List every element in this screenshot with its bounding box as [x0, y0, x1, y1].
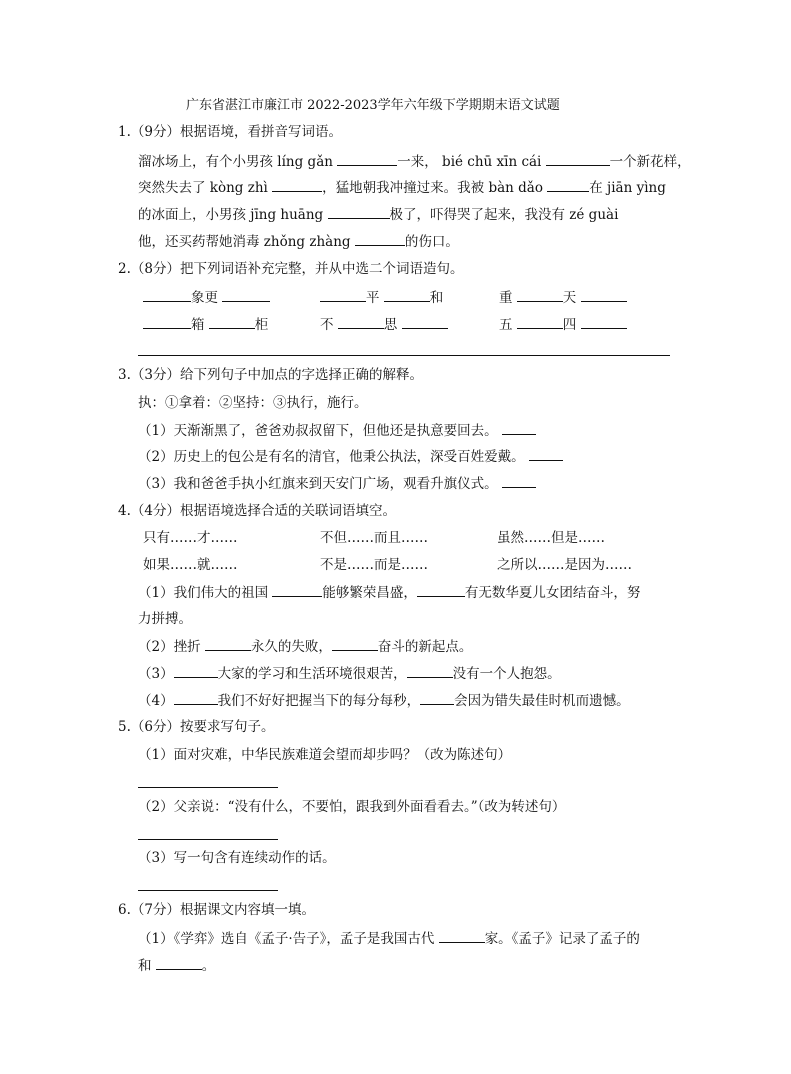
answer-blank[interactable] — [222, 287, 270, 302]
q4-text: 我们不好好把握当下的每分每秒， — [217, 693, 421, 709]
q4-text: （4） — [138, 693, 174, 709]
answer-blank[interactable] — [407, 663, 453, 678]
q1-text: ，猛地朝我冲撞过来。我被 bàn dǎo — [322, 180, 543, 196]
q3-sentence-3 — [138, 473, 536, 494]
answer-blank[interactable] — [502, 473, 536, 488]
q5-sentence-1: （1）面对灾难，中华民族难道会望而却步吗？（改为陈述句） — [138, 747, 512, 763]
q2-item-5 — [320, 314, 448, 335]
answer-blank[interactable] — [209, 314, 255, 329]
q6-heading: 6.（7分）根据课文内容填一填。 — [118, 902, 315, 918]
answer-blank[interactable] — [143, 314, 191, 329]
q6-sentence-1-cont — [138, 955, 215, 976]
q1-line-4 — [138, 231, 459, 252]
answer-blank[interactable] — [581, 314, 627, 329]
answer-blank[interactable] — [174, 690, 218, 705]
q4-text: 会因为错失最佳时机而遗憾。 — [454, 693, 630, 709]
q4-option: 如果……就…… — [143, 557, 238, 573]
answer-blank[interactable] — [355, 231, 405, 246]
q4-option: 只有……才…… — [143, 530, 238, 546]
answer-blank[interactable] — [502, 420, 536, 435]
q2-item-2 — [320, 287, 443, 308]
q2-item-6 — [499, 314, 627, 335]
exam-title: 广东省湛江市廉江市 2022-2023学年六年级下学期期末语文试题 — [186, 98, 560, 113]
q1-pinyin: bié chū xīn cái — [442, 154, 542, 170]
q1-text: 溜冰场上，有个小男孩 líng gǎn — [138, 154, 333, 170]
q4-text: 永久的失败， — [250, 639, 332, 655]
q1-text: 突然失去了 kòng zhì — [138, 180, 268, 196]
q6-text: 和 — [138, 958, 152, 974]
q3-text: （1）天渐渐黑了，爸爸劝叔叔留下，但他还是执意要回去。 — [138, 423, 498, 439]
q3-text: （3）我和爸爸手执小红旗来到天安门广场，观看升旗仪式。 — [138, 476, 498, 492]
q4-sentence-2 — [138, 636, 472, 657]
q2-word: 平 — [366, 290, 380, 306]
q4-sentence-4 — [138, 690, 630, 711]
q1-text: 一来， — [397, 154, 438, 170]
answer-line[interactable] — [138, 787, 278, 788]
q5-sentence-3: （3）写一句含有连续动作的话。 — [138, 850, 336, 866]
q2-item-3 — [499, 287, 627, 308]
q4-text: （2）挫折 — [138, 639, 201, 655]
q4-text: （1）我们伟大的祖国 — [138, 585, 269, 601]
q2-word: 象更 — [191, 290, 218, 306]
q4-sentence-3 — [138, 663, 561, 684]
answer-blank[interactable] — [156, 955, 202, 970]
answer-blank[interactable] — [417, 582, 465, 597]
q1-text: 的伤口。 — [404, 234, 459, 250]
q1-text: 的冰面上，小男孩 jīng huāng — [138, 207, 324, 223]
q4-option: 不但……而且…… — [320, 530, 428, 546]
q4-text: 大家的学习和生活环境很艰苦， — [217, 666, 407, 682]
answer-blank[interactable] — [546, 151, 610, 166]
answer-blank[interactable] — [272, 582, 322, 597]
q2-word: 柜 — [254, 317, 269, 333]
q2-word: 五 — [499, 317, 513, 333]
q4-option: 之所以……是因为…… — [497, 557, 632, 573]
answer-blank[interactable] — [205, 636, 251, 651]
answer-blank[interactable] — [384, 287, 430, 302]
answer-blank[interactable] — [338, 314, 384, 329]
q4-option: 不是……而是…… — [320, 557, 428, 573]
answer-blank[interactable] — [517, 287, 563, 302]
q1-text: 在 jiān yìng — [589, 180, 666, 196]
q3-definition: 执：①拿着：②坚持：③执行，施行。 — [138, 395, 368, 411]
q3-sentence-1 — [138, 420, 536, 441]
answer-line[interactable] — [138, 890, 278, 891]
answer-blank[interactable] — [439, 928, 485, 943]
q4-text: 有无数华夏儿女团结奋斗，努 — [464, 585, 641, 601]
answer-blank[interactable] — [581, 287, 627, 302]
sentence-writing-line[interactable] — [138, 355, 670, 356]
q4-text: 能够繁荣昌盛， — [322, 585, 417, 601]
answer-blank[interactable] — [420, 690, 454, 705]
answer-blank[interactable] — [402, 314, 448, 329]
q2-word: 和 — [429, 290, 444, 306]
answer-blank[interactable] — [272, 177, 322, 192]
q2-word: 不 — [320, 317, 334, 333]
q2-word: 重 — [499, 290, 513, 306]
q1-text: 一个新花样， — [609, 154, 691, 170]
q2-word: 思 — [383, 317, 398, 333]
q2-word: 四 — [562, 317, 577, 333]
answer-blank[interactable] — [332, 636, 378, 651]
answer-blank[interactable] — [143, 287, 191, 302]
q1-line-3 — [138, 204, 618, 225]
answer-blank[interactable] — [174, 663, 218, 678]
q4-text: 奋斗的新起点。 — [377, 639, 473, 655]
q6-text: （1）《学弈》选自《孟子·告子》，孟子是我国古代 — [138, 931, 435, 947]
q4-text: （3） — [138, 666, 174, 682]
answer-blank[interactable] — [328, 204, 390, 219]
q1-line-1 — [138, 151, 691, 172]
q1-text: 他，还买药帮她消毒 zhǒng zhàng — [138, 234, 351, 250]
q1-text: 极了，吓得哭了起来，我没有 zé guài — [389, 207, 619, 223]
q4-sentence-1-cont: 力拼搏。 — [138, 611, 192, 627]
q2-word: 箱 — [191, 317, 205, 333]
q2-word: 天 — [562, 290, 577, 306]
q2-item-1 — [143, 287, 270, 308]
q2-item-4 — [143, 314, 268, 335]
q6-text: 。 — [201, 958, 216, 974]
q4-text: 没有一个人抱怨。 — [452, 666, 561, 682]
q1-heading: 1.（9分）根据语境，看拼音写词语。 — [118, 124, 342, 140]
answer-blank[interactable] — [320, 287, 366, 302]
q3-text: （2）历史上的包公是有名的清官，他秉公执法，深受百姓爱戴。 — [138, 449, 525, 465]
q5-heading: 5.（6分）按要求写句子。 — [118, 719, 275, 735]
q1-line-2 — [138, 177, 666, 198]
q4-option: 虽然……但是…… — [497, 530, 605, 546]
q3-sentence-2 — [138, 446, 563, 467]
q5-sentence-2: （2）父亲说：“没有什么，不要怕，跟我到外面看看去。”（改为转述句） — [138, 799, 566, 815]
q6-text: 家。《孟子》记录了孟子的 — [484, 931, 640, 947]
q4-heading: 4.（4分）根据语境选择合适的关联词语填空。 — [118, 503, 396, 519]
answer-blank[interactable] — [337, 151, 397, 166]
q4-sentence-1 — [138, 582, 640, 603]
answer-line[interactable] — [138, 839, 278, 840]
q6-sentence-1 — [138, 928, 640, 949]
answer-blank[interactable] — [547, 177, 589, 192]
answer-blank[interactable] — [529, 446, 563, 461]
q3-heading: 3.（3分）给下列句子中加点的字选择正确的解释。 — [118, 367, 423, 383]
q2-heading: 2.（8分）把下列词语补充完整，并从中选二个词语造句。 — [118, 261, 464, 277]
answer-blank[interactable] — [517, 314, 563, 329]
